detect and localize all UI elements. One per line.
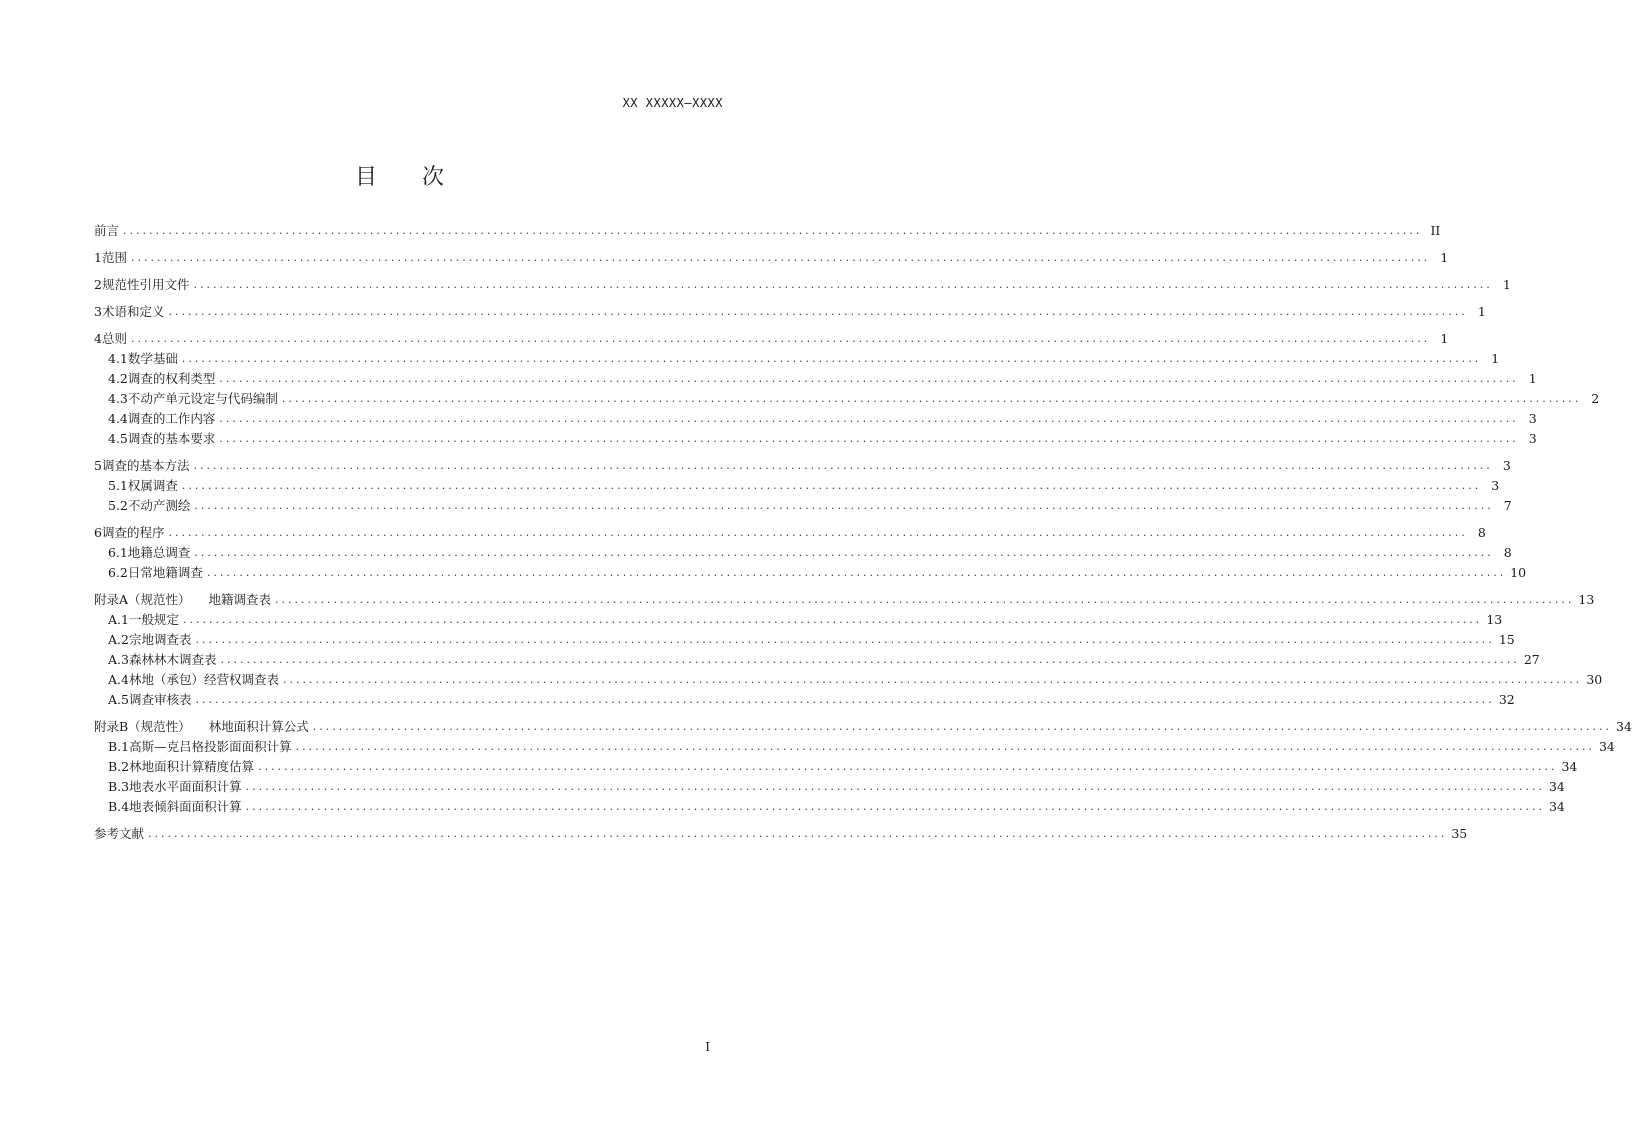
toc-entry[interactable]	[94, 736, 1615, 756]
toc-leader-dots: ........................................................................................................................................................................................................	[123, 223, 1423, 237]
toc-entry[interactable]	[94, 368, 1537, 388]
toc-leader-dots: ........................................................................................................................................................................................................	[275, 592, 1575, 606]
toc-entry-page: 32	[1498, 691, 1515, 707]
toc-entry-label: 林地面积计算公式	[208, 719, 309, 734]
toc-entry-page: 13	[1486, 611, 1503, 627]
toc-entry-page: 7	[1503, 497, 1512, 513]
toc-entry-label: 不动产测绘	[127, 498, 191, 513]
toc-entry[interactable]	[94, 301, 1486, 321]
toc-entry-page: 3	[1528, 410, 1537, 426]
toc-entry-number: 2	[94, 276, 102, 292]
toc-entry-number: 4	[94, 330, 102, 346]
toc-entry-number: 附录B（规范性）	[94, 719, 191, 734]
toc-entry-page: 34	[1616, 718, 1632, 734]
toc-leader-dots: ........................................................................................................................................................................................................	[130, 331, 1431, 345]
toc-entry-number: 4.5	[108, 430, 128, 446]
toc-entry[interactable]	[94, 274, 1511, 294]
toc-entry[interactable]	[94, 542, 1512, 562]
toc-entry-label: 调查的工作内容	[127, 411, 216, 426]
toc-entry-label: 参考文献	[94, 826, 145, 841]
toc-leader-dots: ........................................................................................................................................................................................................	[168, 304, 1468, 318]
toc-leader-dots: ........................................................................................................................................................................................................	[195, 692, 1495, 706]
toc-entry-page: 10	[1510, 564, 1527, 580]
toc-entry-page: II	[1430, 222, 1441, 238]
toc-entry-label: 术语和定义	[101, 304, 165, 319]
toc-entry-number: 5	[94, 457, 102, 473]
toc-entry-number: 4.4	[108, 410, 128, 426]
toc-entry[interactable]	[94, 455, 1511, 475]
toc-entry-label: 调查的权利类型	[127, 371, 216, 386]
toc-leader-dots: ........................................................................................................................................................................................................	[245, 799, 1545, 813]
toc-entry-label: 地表倾斜面面积计算	[129, 799, 242, 814]
toc-entry[interactable]	[94, 756, 1578, 776]
toc-entry-label: 林地面积计算精度估算	[129, 759, 255, 774]
toc-entry[interactable]	[94, 522, 1486, 542]
page-title	[0, 160, 800, 191]
toc-entry-number: A.4	[108, 671, 129, 687]
toc-entry-page: 1	[1440, 249, 1449, 265]
toc-entry-number: 6.2	[108, 564, 128, 580]
toc-entry[interactable]	[94, 823, 1468, 843]
toc-entry-number: 6	[94, 524, 102, 540]
toc-leader-dots: ........................................................................................................................................................................................................	[130, 250, 1431, 264]
toc-entry-page: 1	[1440, 330, 1449, 346]
toc-entry-page: 3	[1528, 430, 1537, 446]
toc-leader-dots: ........................................................................................................................................................................................................	[195, 632, 1495, 646]
toc-entry-label: 调查的基本要求	[127, 431, 216, 446]
toc-entry[interactable]	[94, 649, 1540, 669]
toc-leader-dots: ........................................................................................................................................................................................................	[219, 371, 1519, 385]
toc-entry-page: 15	[1498, 631, 1515, 647]
toc-entry-page: 27	[1523, 651, 1540, 667]
toc-entry-label: 前言	[94, 223, 120, 238]
toc-entry-number: 附录A（规范性）	[94, 592, 191, 607]
toc-entry-number: A.3	[108, 651, 129, 667]
toc-entry-number: 5.1	[108, 477, 128, 493]
toc-leader-dots: ........................................................................................................................................................................................................	[194, 545, 1494, 559]
toc-entry-number: A.1	[108, 611, 129, 627]
title-char-2: 次	[422, 165, 446, 190]
toc-entry-label: 调查的程序	[101, 525, 165, 540]
toc-leader-dots: ........................................................................................................................................................................................................	[245, 779, 1545, 793]
toc-entry-number: 5.2	[108, 497, 128, 513]
table-of-contents	[94, 220, 1632, 843]
document-code: XX XXXXX—XXXX	[622, 96, 723, 110]
toc-leader-dots: ........................................................................................................................................................................................................	[168, 525, 1468, 539]
toc-entry-label: 地籍调查表	[208, 592, 272, 607]
toc-entry-label: 不动产单元设定与代码编制	[127, 391, 278, 406]
toc-leader-dots: ........................................................................................................................................................................................................	[182, 612, 1483, 626]
toc-entry-label: 调查的基本方法	[101, 458, 190, 473]
toc-entry[interactable]	[94, 408, 1537, 428]
toc-leader-dots: ........................................................................................................................................................................................................	[220, 652, 1520, 666]
toc-leader-dots: ........................................................................................................................................................................................................	[181, 351, 1482, 365]
toc-entry[interactable]	[94, 669, 1603, 689]
toc-entry-number: B.2	[108, 758, 130, 774]
toc-leader-dots: ........................................................................................................................................................................................................	[206, 565, 1507, 579]
toc-entry-label: 宗地调查表	[128, 632, 192, 647]
toc-entry-label: 森林林木调查表	[128, 652, 217, 667]
toc-leader-dots: ........................................................................................................................................................................................................	[194, 498, 1494, 512]
toc-entry-number: 6.1	[108, 544, 128, 560]
toc-leader-dots: ........................................................................................................................................................................................................	[148, 826, 1448, 840]
toc-entry-number: B.3	[108, 778, 130, 794]
toc-entry-label: 数学基础	[127, 351, 178, 366]
toc-entry-page: 34	[1598, 738, 1615, 754]
toc-entry-page: 1	[1502, 276, 1511, 292]
toc-entry-number: 3	[94, 303, 102, 319]
toc-leader-dots: ........................................................................................................................................................................................................	[258, 759, 1558, 773]
toc-leader-dots: ........................................................................................................................................................................................................	[295, 739, 1595, 753]
toc-leader-dots: ........................................................................................................................................................................................................	[219, 431, 1519, 445]
toc-entry[interactable]	[94, 428, 1537, 448]
toc-entry-page: 34	[1561, 758, 1578, 774]
toc-entry-number: 4.1	[108, 350, 128, 366]
toc-entry-label: 范围	[101, 250, 127, 265]
toc-entry[interactable]	[94, 247, 1449, 267]
toc-entry-label: 规范性引用文件	[101, 277, 190, 292]
toc-leader-dots: ........................................................................................................................................................................................................	[281, 391, 1582, 405]
toc-entry-page: 1	[1491, 350, 1500, 366]
toc-entry[interactable]	[94, 220, 1441, 240]
toc-entry[interactable]	[94, 609, 1503, 629]
toc-leader-dots: ........................................................................................................................................................................................................	[193, 277, 1493, 291]
toc-leader-dots: ........................................................................................................................................................................................................	[312, 719, 1613, 733]
toc-entry-label: 地籍总调查	[127, 545, 191, 560]
toc-entry-label: 权属调查	[127, 478, 178, 493]
toc-entry-number: B.1	[108, 738, 130, 754]
toc-entry[interactable]	[94, 495, 1512, 515]
toc-entry-number: A.5	[108, 691, 129, 707]
toc-entry[interactable]	[94, 589, 1595, 609]
toc-entry[interactable]	[94, 562, 1527, 582]
toc-entry-label: 一般规定	[128, 612, 179, 627]
toc-entry-number: A.2	[108, 631, 129, 647]
toc-entry[interactable]	[94, 716, 1632, 736]
toc-entry[interactable]	[94, 388, 1600, 408]
toc-entry-label: 林地（承包）经营权调查表	[128, 672, 279, 687]
toc-entry-label: 高斯—克吕格投影面面积计算	[129, 739, 292, 754]
toc-entry[interactable]	[94, 328, 1449, 348]
toc-leader-dots: ........................................................................................................................................................................................................	[193, 458, 1493, 472]
toc-entry-page: 34	[1548, 778, 1565, 794]
toc-entry[interactable]	[94, 689, 1515, 709]
toc-entry-page: 13	[1578, 591, 1595, 607]
toc-entry-page: 3	[1491, 477, 1500, 493]
toc-entry-page: 35	[1451, 825, 1468, 841]
toc-entry-label: 总则	[101, 331, 127, 346]
toc-entry-page: 1	[1477, 303, 1486, 319]
toc-entry-page: 8	[1503, 544, 1512, 560]
toc-leader-dots: ........................................................................................................................................................................................................	[282, 672, 1583, 686]
toc-entry-label: 日常地籍调查	[127, 565, 203, 580]
toc-entry-page: 8	[1477, 524, 1486, 540]
toc-entry[interactable]	[94, 776, 1565, 796]
toc-entry[interactable]	[94, 348, 1500, 368]
toc-entry-number: 4.2	[108, 370, 128, 386]
toc-entry-number: 1	[94, 249, 102, 265]
page-number: I	[705, 1040, 710, 1054]
toc-leader-dots: ........................................................................................................................................................................................................	[181, 478, 1482, 492]
toc-entry[interactable]	[94, 475, 1500, 495]
toc-entry-page: 3	[1502, 457, 1511, 473]
toc-entry-page: 1	[1528, 370, 1537, 386]
toc-entry-page: 2	[1591, 390, 1600, 406]
toc-entry-number: 4.3	[108, 390, 128, 406]
toc-entry-label: 地表水平面面积计算	[129, 779, 242, 794]
toc-entry-page: 34	[1548, 798, 1565, 814]
toc-leader-dots: ........................................................................................................................................................................................................	[219, 411, 1519, 425]
toc-entry-label: 调查审核表	[128, 692, 192, 707]
toc-entry-page: 30	[1586, 671, 1603, 687]
toc-entry-number: B.4	[108, 798, 130, 814]
title-char-1: 目	[354, 165, 378, 190]
toc-entry[interactable]	[94, 629, 1515, 649]
toc-entry[interactable]	[94, 796, 1565, 816]
